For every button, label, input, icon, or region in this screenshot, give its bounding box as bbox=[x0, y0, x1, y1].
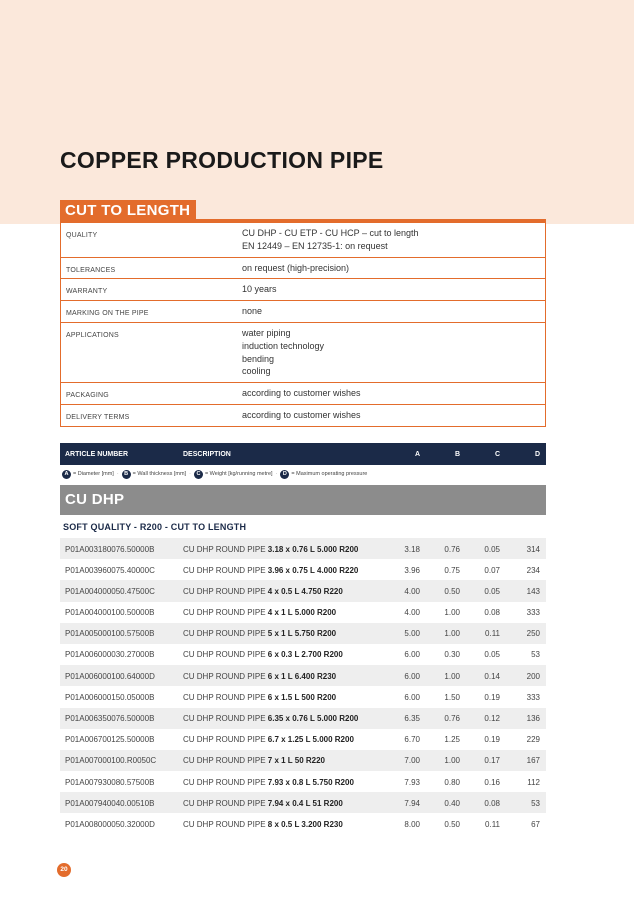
spec-value-line: EN 12449 – EN 12735-1: on request bbox=[242, 240, 388, 251]
legend-separator: · bbox=[275, 471, 278, 477]
legend-key-badge: B bbox=[122, 470, 131, 479]
article-number: P01A006000030.27000B bbox=[65, 650, 155, 660]
value-b: 1.00 bbox=[444, 671, 460, 681]
spec-value-line: on request (high-precision) bbox=[242, 262, 350, 273]
description bbox=[183, 566, 358, 575]
column-legend bbox=[62, 468, 367, 480]
legend-separator: · bbox=[116, 471, 119, 477]
table-row bbox=[60, 623, 546, 644]
value-c: 0.14 bbox=[484, 671, 500, 681]
value-a: 7.00 bbox=[404, 756, 420, 766]
table-row bbox=[60, 750, 546, 771]
value-c: 0.08 bbox=[484, 798, 500, 808]
value-a: 3.18 bbox=[404, 544, 420, 554]
legend-separator: · bbox=[189, 471, 191, 477]
table-row bbox=[60, 665, 546, 686]
description-prefix: CU DHP ROUND PIPE bbox=[183, 735, 268, 745]
group-title-band: CU DHP bbox=[60, 485, 546, 515]
table-row bbox=[60, 602, 546, 623]
value-c: 0.11 bbox=[485, 819, 500, 829]
legend-text: = Weight [kg/running metre] bbox=[204, 471, 273, 477]
value-b: 1.00 bbox=[444, 608, 460, 618]
legend-text: = Maximum operating pressure bbox=[291, 471, 368, 477]
header-d: D bbox=[535, 451, 541, 458]
value-c: 0.17 bbox=[484, 756, 500, 766]
spec-value bbox=[242, 223, 545, 257]
legend-key-badge: A bbox=[62, 470, 71, 479]
article-number: P01A003180076.50000B bbox=[65, 544, 155, 554]
description bbox=[183, 756, 325, 765]
value-b: 0.80 bbox=[444, 777, 460, 787]
spec-value bbox=[242, 258, 545, 279]
page-title: COPPER PRODUCTION PIPE bbox=[60, 147, 384, 173]
value-b: 1.25 bbox=[444, 735, 460, 745]
value-d: 314 bbox=[526, 544, 540, 554]
value-c: 0.05 bbox=[484, 650, 500, 660]
description bbox=[183, 608, 336, 617]
description-prefix: CU DHP ROUND PIPE bbox=[183, 692, 268, 702]
article-number: P01A005000100.57500B bbox=[65, 629, 155, 639]
spec-label: WARRANTY bbox=[66, 288, 108, 296]
value-a: 8.00 bbox=[404, 819, 420, 829]
description-dimensions: 5 x 1 L 5.750 R200 bbox=[267, 629, 337, 639]
description bbox=[183, 735, 354, 744]
value-c: 0.08 bbox=[484, 608, 500, 618]
value-a: 6.00 bbox=[404, 692, 420, 702]
description-prefix: CU DHP ROUND PIPE bbox=[183, 777, 268, 787]
value-d: 53 bbox=[531, 798, 540, 808]
spec-value-line: 10 years bbox=[242, 284, 277, 295]
spec-value-line: according to customer wishes bbox=[242, 388, 361, 399]
value-d: 67 bbox=[531, 819, 540, 829]
value-d: 200 bbox=[526, 671, 540, 681]
description bbox=[183, 545, 358, 554]
description bbox=[183, 693, 336, 702]
value-c: 0.07 bbox=[484, 565, 500, 575]
description-dimensions: 8 x 0.5 L 3.200 R230 bbox=[267, 819, 343, 829]
description-prefix: CU DHP ROUND PIPE bbox=[183, 565, 268, 575]
description-prefix: CU DHP ROUND PIPE bbox=[183, 544, 268, 554]
spec-row bbox=[61, 404, 545, 426]
value-b: 0.75 bbox=[444, 565, 460, 575]
spec-value bbox=[242, 383, 545, 404]
spec-value bbox=[242, 405, 545, 426]
table-row bbox=[60, 708, 546, 729]
description-dimensions: 7 x 1 L 50 R220 bbox=[267, 756, 325, 766]
spec-value-line: none bbox=[242, 306, 263, 317]
spec-value bbox=[242, 301, 545, 322]
value-d: 234 bbox=[526, 565, 540, 575]
description-prefix: CU DHP ROUND PIPE bbox=[183, 608, 268, 618]
article-rows bbox=[60, 538, 546, 835]
page-number: 20 bbox=[57, 863, 71, 877]
description-prefix: CU DHP ROUND PIPE bbox=[183, 756, 268, 766]
description-prefix: CU DHP ROUND PIPE bbox=[183, 714, 268, 723]
description-dimensions: 6 x 1 L 6.400 R230 bbox=[267, 671, 337, 681]
description bbox=[183, 820, 343, 829]
article-table-header bbox=[60, 443, 546, 465]
spec-value-line: cooling bbox=[242, 366, 271, 377]
value-a: 4.00 bbox=[404, 608, 420, 618]
table-row bbox=[60, 813, 546, 834]
article-number: P01A007940040.00510B bbox=[65, 798, 155, 808]
spec-label: PACKAGING bbox=[66, 392, 109, 400]
description bbox=[183, 799, 343, 808]
description-prefix: CU DHP ROUND PIPE bbox=[183, 819, 268, 829]
description bbox=[183, 778, 354, 787]
legend-text: = Wall thickness [mm] bbox=[132, 471, 187, 477]
value-c: 0.16 bbox=[484, 777, 500, 787]
description-dimensions: 6 x 1.5 L 500 R200 bbox=[267, 692, 337, 702]
article-number: P01A004000100.50000B bbox=[65, 608, 155, 618]
article-number: P01A004000050.47500C bbox=[65, 586, 155, 596]
value-b: 0.50 bbox=[444, 819, 460, 829]
value-c: 0.19 bbox=[484, 735, 500, 745]
table-row bbox=[60, 580, 546, 601]
description-prefix: CU DHP ROUND PIPE bbox=[183, 586, 268, 596]
header-article-number: ARTICLE NUMBER bbox=[65, 451, 128, 458]
value-d: 53 bbox=[531, 650, 540, 660]
value-c: 0.12 bbox=[484, 714, 500, 723]
value-d: 250 bbox=[526, 629, 540, 639]
value-b: 0.76 bbox=[444, 714, 460, 723]
description-dimensions: 4 x 1 L 5.000 R200 bbox=[267, 608, 337, 618]
article-number: P01A006000100.64000D bbox=[65, 671, 155, 681]
subheading: SOFT QUALITY - R200 - CUT TO LENGTH bbox=[63, 522, 247, 532]
value-d: 333 bbox=[526, 608, 540, 618]
description-dimensions: 6.7 x 1.25 L 5.000 R200 bbox=[267, 735, 354, 745]
value-d: 136 bbox=[526, 714, 540, 723]
cut-to-length-tab: CUT TO LENGTH bbox=[60, 200, 196, 220]
description-dimensions: 6 x 0.3 L 2.700 R200 bbox=[267, 650, 343, 660]
article-number: P01A008000050.32000D bbox=[65, 819, 155, 829]
legend-key-badge: D bbox=[280, 470, 289, 479]
value-b: 1.50 bbox=[444, 692, 460, 702]
value-b: 0.76 bbox=[444, 544, 460, 554]
value-a: 7.94 bbox=[404, 798, 420, 808]
article-number: P01A007930080.57500B bbox=[65, 777, 155, 787]
spec-label: MARKING ON THE PIPE bbox=[66, 310, 149, 318]
hero-background bbox=[0, 0, 634, 224]
table-row bbox=[60, 538, 546, 559]
value-d: 333 bbox=[526, 692, 540, 702]
value-b: 0.50 bbox=[444, 586, 460, 596]
value-b: 1.00 bbox=[444, 756, 460, 766]
spec-value-line: induction technology bbox=[242, 340, 325, 351]
description-dimensions: 7.93 x 0.8 L 5.750 R200 bbox=[267, 777, 354, 787]
spec-row bbox=[61, 278, 545, 300]
header-c: C bbox=[495, 451, 501, 458]
description bbox=[183, 629, 336, 638]
article-number: P01A003960075.40000C bbox=[65, 565, 155, 575]
value-d: 229 bbox=[526, 735, 540, 745]
value-a: 4.00 bbox=[404, 586, 420, 596]
value-a: 3.96 bbox=[404, 565, 420, 575]
spec-row bbox=[61, 300, 545, 322]
value-a: 6.35 bbox=[404, 714, 420, 723]
article-number: P01A006700125.50000B bbox=[65, 735, 155, 745]
spec-value-line: CU DHP - CU ETP - CU HCP – cut to length bbox=[242, 228, 419, 238]
description-dimensions: 6.35 x 0.76 L 5.000 R200 bbox=[267, 714, 359, 723]
table-row bbox=[60, 792, 546, 813]
table-row bbox=[60, 686, 546, 707]
value-a: 6.00 bbox=[404, 671, 420, 681]
spec-row bbox=[61, 257, 545, 279]
value-d: 112 bbox=[527, 777, 540, 787]
description-dimensions: 7.94 x 0.4 L 51 R200 bbox=[267, 798, 343, 808]
value-b: 0.40 bbox=[444, 798, 460, 808]
legend-key-badge: C bbox=[194, 470, 203, 479]
description bbox=[183, 714, 358, 723]
spec-label: APPLICATIONS bbox=[66, 331, 119, 339]
spec-value bbox=[242, 323, 545, 382]
value-c: 0.11 bbox=[485, 629, 500, 639]
value-a: 7.93 bbox=[404, 777, 420, 787]
description-prefix: CU DHP ROUND PIPE bbox=[183, 671, 268, 681]
spec-row bbox=[61, 223, 545, 257]
value-d: 143 bbox=[526, 586, 540, 596]
header-a: A bbox=[415, 451, 421, 458]
article-number: P01A007000100.R0050C bbox=[65, 756, 157, 766]
spec-value-line: water piping bbox=[242, 327, 291, 338]
description-dimensions: 3.96 x 0.75 L 4.000 R220 bbox=[267, 565, 359, 575]
table-row bbox=[60, 559, 546, 580]
spec-row bbox=[61, 322, 545, 382]
spec-label: QUALITY bbox=[66, 232, 98, 239]
description-prefix: CU DHP ROUND PIPE bbox=[183, 650, 268, 660]
header-b: B bbox=[455, 451, 461, 458]
value-b: 1.00 bbox=[444, 629, 460, 639]
spec-value-line: according to customer wishes bbox=[242, 409, 361, 420]
value-d: 167 bbox=[526, 756, 540, 766]
description-prefix: CU DHP ROUND PIPE bbox=[183, 798, 268, 808]
article-number: P01A006350076.50000B bbox=[65, 714, 155, 723]
spec-label: TOLERANCES bbox=[66, 266, 116, 274]
value-a: 5.00 bbox=[404, 629, 420, 639]
value-c: 0.05 bbox=[484, 544, 500, 554]
value-c: 0.05 bbox=[484, 586, 500, 596]
spec-value bbox=[242, 279, 545, 300]
description bbox=[183, 650, 343, 659]
header-description: DESCRIPTION bbox=[183, 451, 231, 458]
value-a: 6.00 bbox=[404, 650, 420, 660]
value-c: 0.19 bbox=[484, 692, 500, 702]
article-number: P01A006000150.05000B bbox=[65, 692, 155, 702]
spec-value-line: bending bbox=[242, 353, 275, 364]
description-dimensions: 3.18 x 0.76 L 5.000 R200 bbox=[267, 544, 359, 554]
table-row bbox=[60, 771, 546, 792]
value-a: 6.70 bbox=[404, 735, 420, 745]
table-row bbox=[60, 729, 546, 750]
value-b: 0.30 bbox=[444, 650, 460, 660]
table-row bbox=[60, 644, 546, 665]
description bbox=[183, 587, 343, 596]
spec-row bbox=[61, 382, 545, 404]
spec-label: DELIVERY TERMS bbox=[66, 413, 130, 421]
description bbox=[183, 672, 336, 681]
legend-text: = Diameter [mm] bbox=[73, 471, 114, 477]
description-prefix: CU DHP ROUND PIPE bbox=[183, 629, 268, 639]
description-dimensions: 4 x 0.5 L 4.750 R220 bbox=[267, 586, 343, 596]
spec-table bbox=[60, 223, 546, 427]
